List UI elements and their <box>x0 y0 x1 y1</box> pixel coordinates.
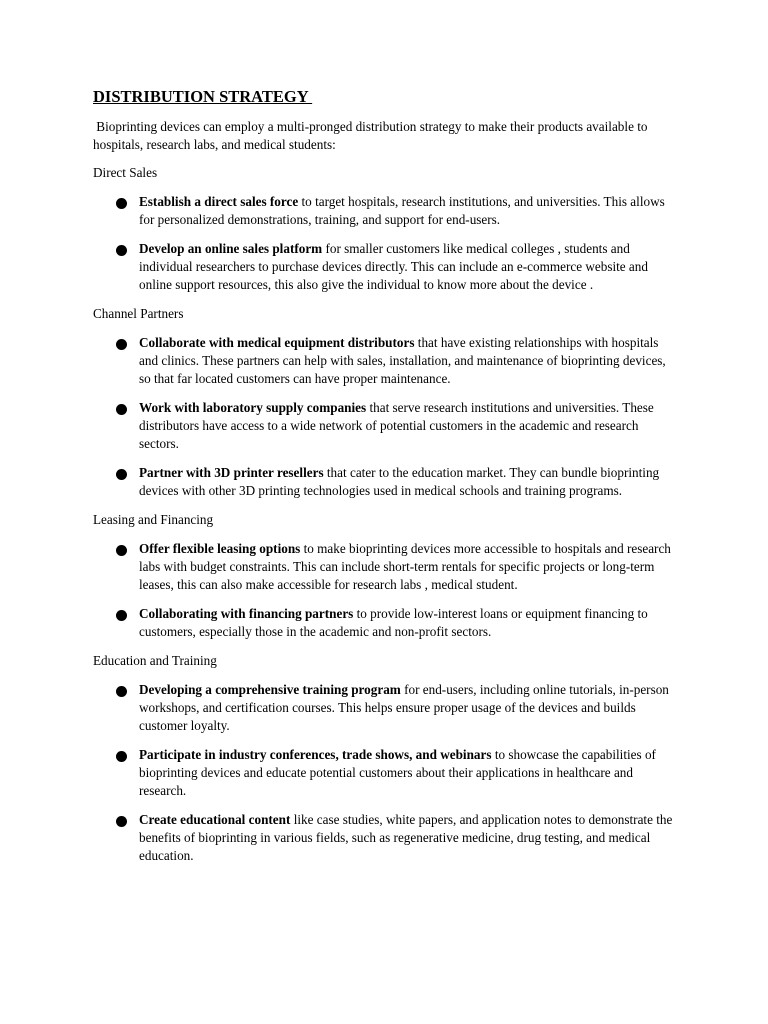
item-text: that have existing relationships with hospitals and clinics. These partners can help with sales, installation, and maintenance of bioprinting devices, so that far located customers can have proper maintenance. <box>139 335 666 386</box>
bullet-list <box>93 193 678 294</box>
list-item <box>93 605 678 641</box>
bullet-list <box>93 681 678 865</box>
list-item <box>93 193 678 229</box>
item-text: for smaller customers like medical colleges , students and individual researchers to purchase devices directly. This can include an e-commerce website and online support resources, this also give the individual to know more about the device . <box>139 241 648 292</box>
bullet-icon <box>116 245 127 256</box>
section-heading: Direct Sales <box>93 165 158 180</box>
item-text: like case studies, white papers, and application notes to demonstrate the benefits of bioprinting in various fields, such as regenerative medicine, drug testing, and medical education. <box>139 812 673 863</box>
item-text: for end-users, including online tutorials, in-person workshops, and certification courses. This helps ensure proper usage of the devices and builds customer loyalty. <box>139 682 669 733</box>
list-item <box>93 240 678 294</box>
list-item <box>93 399 678 453</box>
bullet-list <box>93 540 678 641</box>
bullet-list <box>93 334 678 500</box>
document-title: DISTRIBUTION STRATEGY <box>93 87 313 106</box>
bullet-icon <box>116 545 127 556</box>
item-bold-lead: Develop an online sales platform <box>139 241 323 256</box>
bullet-icon <box>116 610 127 621</box>
item-bold-lead: Offer flexible leasing options <box>139 541 301 556</box>
bullet-icon <box>116 686 127 697</box>
bullet-icon <box>116 469 127 480</box>
list-item <box>93 540 678 594</box>
bullet-icon <box>116 816 127 827</box>
item-bold-lead: Collaborate with medical equipment distributors <box>139 335 415 350</box>
item-text: to make bioprinting devices more accessible to hospitals and research labs with budget constraints. This can include short-term rentals for specific projects or long-term leases, this can also make accessible for research labs , medical student. <box>139 541 671 592</box>
item-bold-lead: Partner with 3D printer resellers <box>139 465 324 480</box>
list-item <box>93 746 678 800</box>
item-text: to showcase the capabilities of bioprinting devices and educate potential customers about their applications in healthcare and research. <box>139 747 656 798</box>
item-text: to provide low-interest loans or equipment financing to customers, especially those in the academic and non-profit sectors. <box>139 606 648 639</box>
section-education-training <box>93 652 678 865</box>
document-page <box>93 86 678 876</box>
list-item <box>93 681 678 735</box>
item-bold-lead: Participate in industry conferences, trade shows, and webinars <box>139 747 492 762</box>
item-bold-lead: Developing a comprehensive training program <box>139 682 401 697</box>
item-text: that serve research institutions and universities. These distributors have access to a wide network of potential customers in the academic and research sectors. <box>139 400 654 451</box>
list-item <box>93 811 678 865</box>
item-text: to target hospitals, research institutions, and universities. This allows for personalized demonstrations, training, and support for end-users. <box>139 194 665 227</box>
list-item <box>93 464 678 500</box>
bullet-icon <box>116 404 127 415</box>
list-item <box>93 334 678 388</box>
item-bold-lead: Establish a direct sales force <box>139 194 299 209</box>
bullet-icon <box>116 339 127 350</box>
bullet-icon <box>116 751 127 762</box>
item-bold-lead: Create educational content <box>139 812 291 827</box>
item-bold-lead: Work with laboratory supply companies <box>139 400 367 415</box>
item-bold-lead: Collaborating with financing partners <box>139 606 354 621</box>
bullet-icon <box>116 198 127 209</box>
section-heading: Education and Training <box>93 653 217 668</box>
item-text: that cater to the education market. They can bundle bioprinting devices with other 3D printing technologies used in medical schools and training programs. <box>139 465 660 498</box>
section-leasing-financing <box>93 511 678 641</box>
intro-paragraph: Bioprinting devices can employ a multi-pronged distribution strategy to make their products available to hospitals, research labs, and medical students: <box>93 119 651 152</box>
section-channel-partners <box>93 305 678 500</box>
section-direct-sales <box>93 164 678 294</box>
section-heading: Channel Partners <box>93 306 184 321</box>
section-heading: Leasing and Financing <box>93 512 214 527</box>
